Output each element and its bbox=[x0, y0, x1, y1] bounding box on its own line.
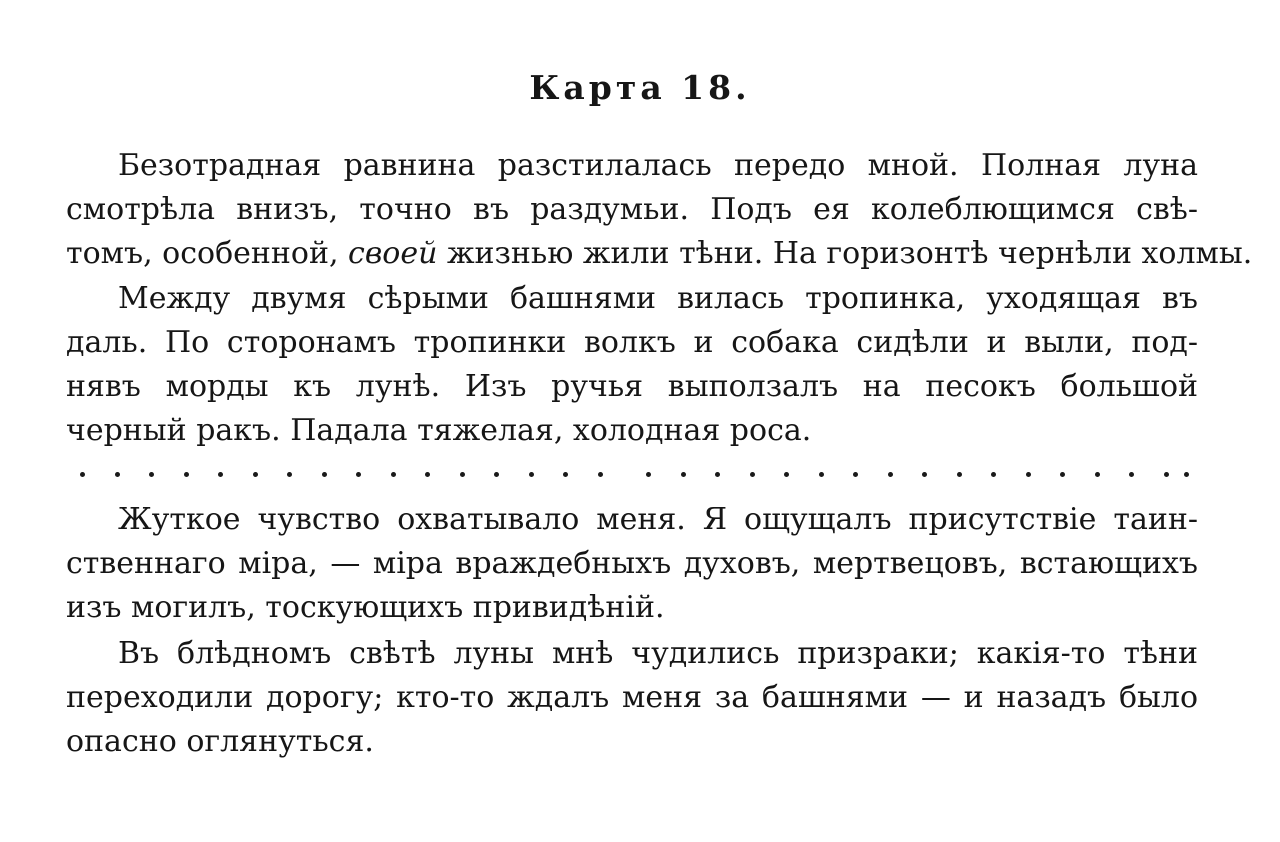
paragraph-1 bbox=[66, 144, 1253, 276]
separator-dot bbox=[646, 472, 651, 477]
separator-dot bbox=[853, 472, 858, 477]
text-line: изъ могилъ, тоскующихъ привидѣній. bbox=[66, 590, 665, 625]
separator-dot bbox=[460, 472, 465, 477]
separator-dot bbox=[598, 472, 603, 477]
separator-dot bbox=[888, 472, 893, 477]
separator-dot bbox=[1060, 472, 1065, 477]
separator-dot bbox=[1095, 472, 1100, 477]
separator-dot bbox=[391, 472, 396, 477]
text-line: Жуткое чувство охватывало меня. Я ощущалъ присутствіе таин- bbox=[118, 502, 1198, 537]
separator-dot bbox=[715, 472, 720, 477]
text-line: нявъ морды къ лунѣ. Изъ ручья выползалъ на песокъ большой bbox=[66, 369, 1198, 404]
separator-dot bbox=[529, 472, 534, 477]
paragraph-3 bbox=[66, 498, 1198, 630]
separator-dot bbox=[1164, 472, 1169, 477]
separator-dot bbox=[1129, 472, 1134, 477]
text-line: черный ракъ. Падала тяжелая, холодная роса. bbox=[66, 413, 812, 448]
separator-dot bbox=[184, 472, 189, 477]
separator-dot bbox=[819, 472, 824, 477]
separator-dot bbox=[1026, 472, 1031, 477]
dotted-separator bbox=[80, 462, 1190, 490]
text-line: смотрѣла внизъ, точно въ раздумьи. Подъ ея колеблющимся свѣ- bbox=[66, 192, 1198, 227]
paragraph-4 bbox=[66, 632, 1198, 764]
text-line: Между двумя сѣрыми башнями вилась тропинка, уходящая въ bbox=[118, 281, 1198, 316]
text-line: томъ, особенной, своей жизнью жили тѣни. На горизонтѣ чернѣли холмы. bbox=[66, 236, 1253, 271]
separator-dot bbox=[253, 472, 258, 477]
text-line: ственнаго міра, — міра враждебныхъ духовъ, мертвецовъ, встающихъ bbox=[66, 546, 1198, 581]
separator-dot bbox=[80, 472, 85, 477]
separator-dot bbox=[957, 472, 962, 477]
text-line: переходили дорогу; кто-то ждалъ меня за башнями — и назадъ было bbox=[66, 680, 1198, 715]
separator-dot bbox=[115, 472, 120, 477]
text-line: Безотрадная равнина разстилалась передо мной. Полная луна bbox=[118, 148, 1198, 183]
separator-dot bbox=[922, 472, 927, 477]
separator-dot bbox=[425, 472, 430, 477]
separator-dot bbox=[287, 472, 292, 477]
separator-dot bbox=[218, 472, 223, 477]
separator-dot bbox=[494, 472, 499, 477]
separator-dot bbox=[784, 472, 789, 477]
separator-dot bbox=[991, 472, 996, 477]
separator-dot bbox=[322, 472, 327, 477]
separator-dot bbox=[149, 472, 154, 477]
text-line: даль. По сторонамъ тропинки волкъ и собака сидѣли и выли, под- bbox=[66, 325, 1198, 360]
page-title: Карта 18. bbox=[529, 68, 751, 107]
paragraph-2 bbox=[66, 277, 1198, 453]
separator-dot bbox=[1184, 472, 1189, 477]
separator-dot bbox=[563, 472, 568, 477]
text-line: опасно оглянуться. bbox=[66, 724, 374, 759]
text-line: Въ блѣдномъ свѣтѣ луны мнѣ чудились призраки; какія-то тѣни bbox=[118, 636, 1198, 671]
separator-dot bbox=[750, 472, 755, 477]
emphasis-text: своей bbox=[348, 236, 438, 271]
separator-dot bbox=[681, 472, 686, 477]
separator-dot bbox=[356, 472, 361, 477]
